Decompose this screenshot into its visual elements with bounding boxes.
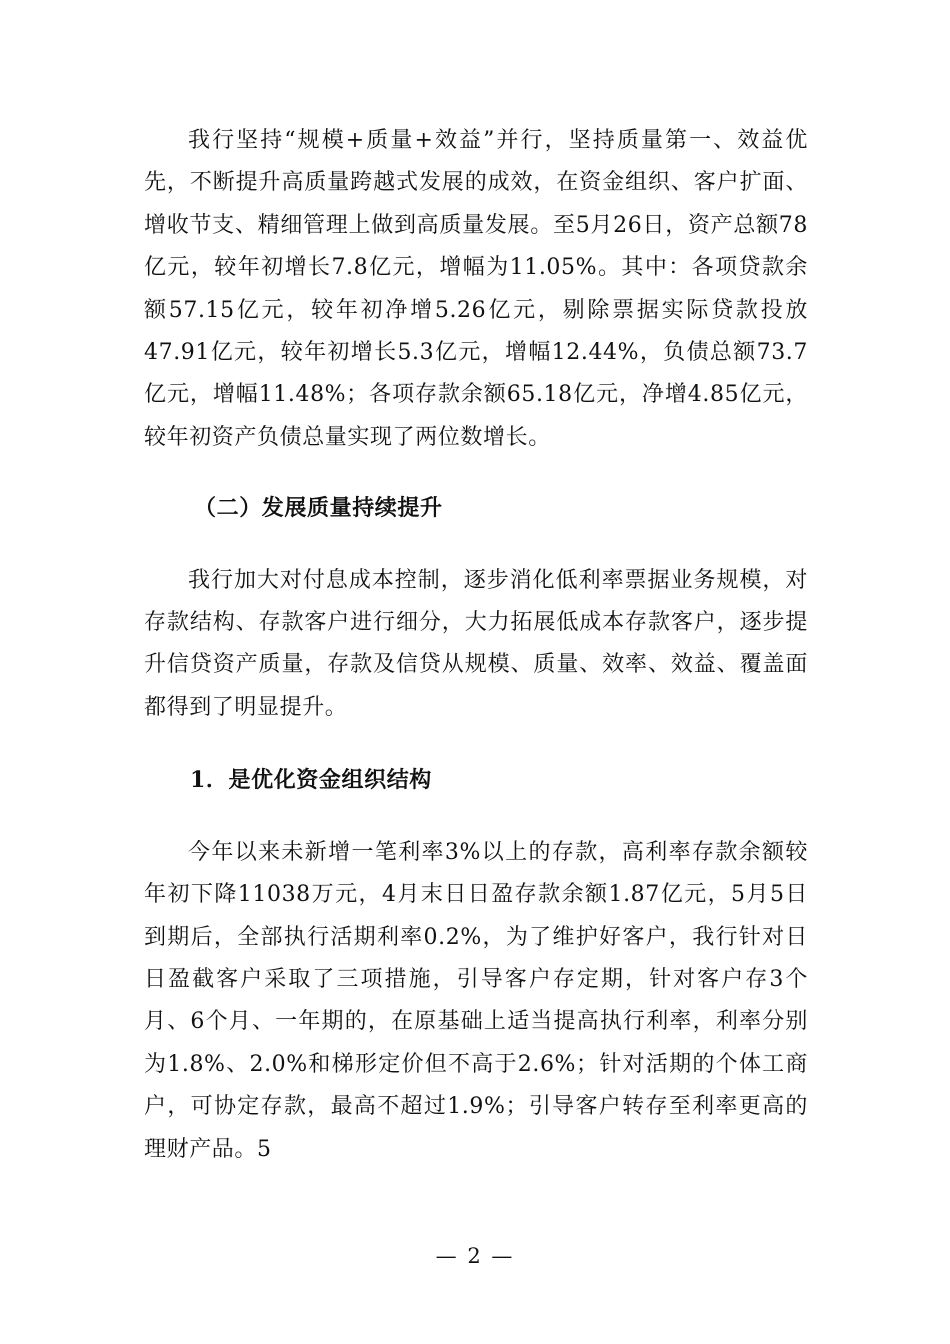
- paragraph-asset-growth: 我行坚持“规模+质量+效益”并行，坚持质量第一、效益优先，不断提升高质量跨越式发展的成效，在资金组织、客户扩面、增收节支、精细管理上做到高质量发展。至5月26日，资产总额78亿元，较年初增长7.8亿元，增幅为11.05%。其中：各项贷款余额57.15亿元，较年初净增5.26亿元，剔除票据实际贷款投放47.91亿元，较年初增长5.3亿元，增幅12.44%，负债总额73.7亿元，增幅11.48%；各项存款余额65.18亿元，净增4.85亿元，较年初资产负债总量实现了两位数增长。: [144, 128, 808, 450]
- paragraph-deposit-rates: 今年以来未新增一笔利率3%以上的存款，高利率存款余额较年初下降11038万元，4月末日日盈存款余额1.87亿元，5月5日到期后，全部执行活期利率0.2%，为了维护好客户，我行针对日日盈截客户采取了三项措施，引导客户存定期，针对客户存3个月、6个月、一年期的，在原基础上适当提高执行利率，利率分别为1.8%、2.0%和梯形定价但不高于2.6%；针对活期的个体工商户，可协定存款，最高不超过1.9%；引导客户转存至利率更高的理财产品。5: [144, 839, 808, 1162]
- page-number: — 2 —: [435, 1244, 515, 1268]
- paragraph-cost-control: 我行加大对付息成本控制，逐步消化低利率票据业务规模，对存款结构、存款客户进行细分，大力拓展低成本存款客户，逐步提升信贷资产质量，存款及信贷从规模、质量、效率、效益、覆盖面都得到了明显提升。: [144, 567, 808, 720]
- section-heading-development-quality: （二）发展质量持续提升: [194, 495, 443, 522]
- subsection-heading-funding-structure: 1．是优化资金组织结构: [190, 767, 432, 794]
- document-body: [144, 120, 808, 1171]
